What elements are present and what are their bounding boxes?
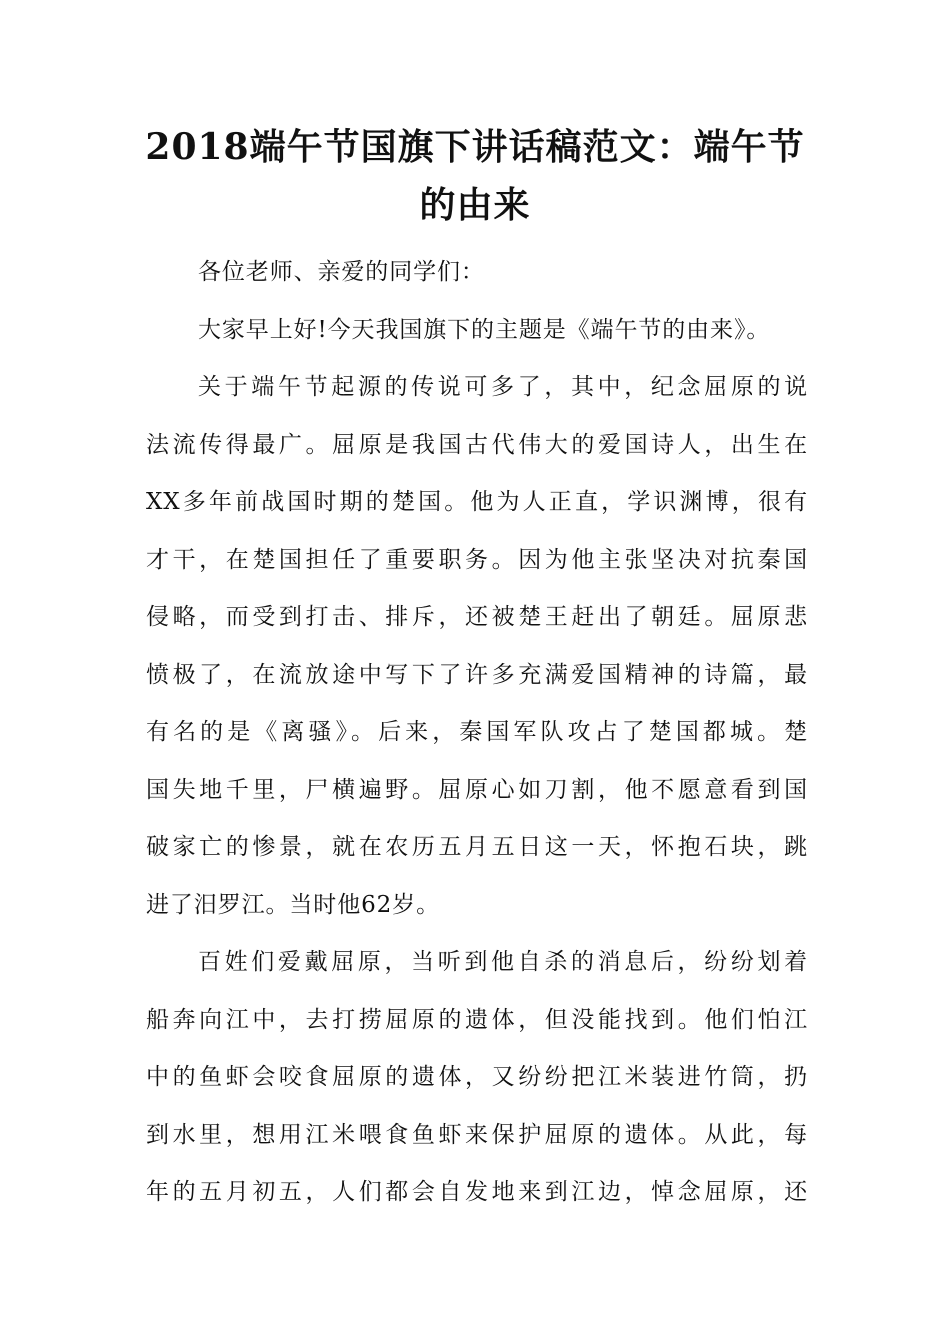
text-line: 进了汨罗江。当时他62岁。 <box>146 891 440 918</box>
text-line: 年的五月初五，人们都会自发地来到江边，悼念屈原，还 <box>146 1179 808 1205</box>
title-line-1: 2018端午节国旗下讲话稿范文：端午节 <box>145 126 805 168</box>
document-title <box>130 118 820 234</box>
text-line: 大家早上好!今天我国旗下的主题是《端午节的由来》。 <box>198 316 771 343</box>
text-line: 船奔向江中，去打捞屈原的遗体，但没能找到。他们怕江 <box>146 1006 808 1033</box>
text-line: 国失地千里，尸横遍野。屈原心如刀割，他不愿意看到国 <box>146 776 808 803</box>
paragraph-greeting <box>146 244 808 302</box>
text-line: 才干，在楚国担任了重要职务。因为他主张坚决对抗秦国 <box>146 546 808 573</box>
paragraph-opening <box>146 302 808 360</box>
text-line: 愤极了，在流放途中写下了许多充满爱国精神的诗篇，最 <box>146 661 808 688</box>
document-body <box>146 244 808 1222</box>
text-line: 法流传得最广。屈原是我国古代伟大的爱国诗人，出生在 <box>146 431 808 458</box>
text-line: XX多年前战国时期的楚国。他为人正直，学识渊博，很有 <box>146 489 808 515</box>
text-line: 有名的是《离骚》。后来，秦国军队攻占了楚国都城。楚 <box>146 719 808 745</box>
text-line: 破家亡的惨景，就在农历五月五日这一天，怀抱石块，跳 <box>146 834 808 860</box>
text-line: 各位老师、亲爱的同学们： <box>198 259 485 285</box>
text-line: 中的鱼虾会咬食屈原的遗体，又纷纷把江米装进竹筒，扔 <box>146 1064 808 1090</box>
paragraph-people <box>146 934 808 1222</box>
text-line: 到水里，想用江米喂食鱼虾来保护屈原的遗体。从此，每 <box>146 1121 808 1148</box>
title-line-2: 的由来 <box>419 184 531 226</box>
paragraph-origin <box>146 359 808 934</box>
text-line: 关于端午节起源的传说可多了，其中，纪念屈原的说 <box>198 374 808 400</box>
text-line: 百姓们爱戴屈原，当听到他自杀的消息后，纷纷划着 <box>198 949 808 975</box>
text-line: 侵略，而受到打击、排斥，还被楚王赶出了朝廷。屈原悲 <box>146 604 808 630</box>
